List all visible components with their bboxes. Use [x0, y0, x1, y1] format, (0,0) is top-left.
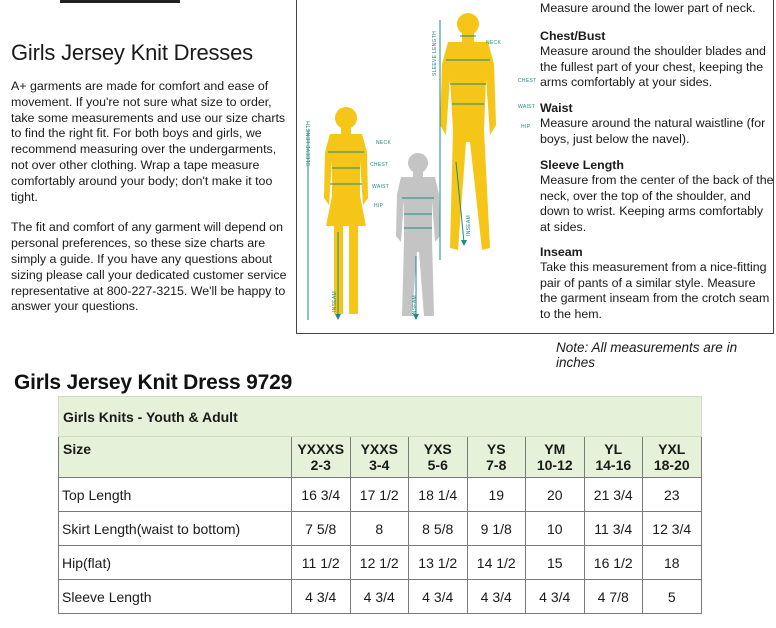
table-cell: 10 [526, 512, 585, 546]
chest-instruction [540, 29, 774, 91]
size-column-header: YXL 18-20 [643, 437, 702, 478]
table-cell: 13 1/2 [409, 546, 468, 580]
table-cell: 12 1/2 [350, 546, 409, 580]
table-cell: 4 3/4 [467, 580, 526, 614]
chest-title: Chest/Bust [540, 29, 606, 43]
table-cell: 23 [643, 478, 702, 512]
table-cell: 4 7/8 [584, 580, 643, 614]
table-title: Girls Jersey Knit Dress 9729 [14, 371, 293, 394]
neck-description: Measure around the lower part of neck. [540, 1, 756, 15]
row-label: Top Length [59, 478, 292, 512]
table-cell: 19 [467, 478, 526, 512]
table-banner-row [59, 397, 702, 437]
table-cell: 12 3/4 [643, 512, 702, 546]
hip-label-adult: HIP [521, 124, 531, 130]
inseam-instruction [540, 245, 774, 322]
table-cell: 4 3/4 [292, 580, 351, 614]
inseam-description: Take this measurement from a nice-fitting pair of pants of a similar style. Measure the garment inseam from the crotch seam to the hem. [540, 260, 770, 321]
table-cell: 11 1/2 [292, 546, 351, 580]
inseam-label-small-child: INSEAM [412, 295, 418, 316]
inseam-title: Inseam [540, 245, 583, 259]
size-column-header: YS 7-8 [467, 437, 526, 478]
child-figure [324, 107, 368, 314]
table-cell: 20 [526, 478, 585, 512]
top-decorative-bar [60, 0, 180, 3]
row-label: Sleeve Length [59, 580, 292, 614]
waist-description: Measure around the natural waistline (for boys, just below the navel). [540, 116, 766, 146]
table-cell: 7 5/8 [292, 512, 351, 546]
table-cell: 5 [643, 580, 702, 614]
size-column-header: YXXS 3-4 [350, 437, 409, 478]
chest-label-adult: CHEST [518, 78, 537, 84]
intro-paragraph-1: A+ garments are made for comfort and ease of movement. If you're not sure what size to order, take some measurements and use our size charts to find the right fit. For both boys and girls, we recommend measuring over the undergarments, not over other clothing. Wrap a tape measure comfortably around your body; don't make it too tight. [11, 79, 286, 204]
table-cell: 16 1/2 [584, 546, 643, 580]
size-column-header: YM 10-12 [526, 437, 585, 478]
size-column-header: YXS 5-6 [409, 437, 468, 478]
table-banner: Girls Knits - Youth & Adult [59, 397, 702, 437]
measurement-note: Note: All measurements are in inches [556, 340, 738, 370]
size-column-header: YXXXS 2-3 [292, 437, 351, 478]
waist-label-adult: WAIST [518, 104, 536, 110]
sleeve-title: Sleeve Length [540, 158, 625, 172]
neck-label-child: NECK [376, 140, 392, 146]
table-cell: 4 3/4 [409, 580, 468, 614]
inseam-label-adult: INSEAM [466, 215, 472, 236]
waist-label-child: WAIST [372, 184, 390, 190]
table-cell: 14 1/2 [467, 546, 526, 580]
neck-instruction [540, 1, 774, 16]
body-figures-illustration [300, 0, 540, 330]
waist-title: Waist [540, 101, 573, 115]
intro-paragraph-2: The fit and comfort of any garment will depend on personal preferences, so these size charts are simply a guide. If you have any questions about sizing please call your dedicated customer service representative at 800-227-3215. We'll be happy to answer your questions. [11, 220, 287, 314]
small-child-figure [396, 153, 440, 316]
table-cell: 11 3/4 [584, 512, 643, 546]
table-cell: 17 1/2 [350, 478, 409, 512]
sleeve-description: Measure from the center of the back of the neck, over the top of the shoulder, and down to wrist. Keeping arms comfortably at sides. [540, 173, 774, 234]
row-label: Skirt Length(waist to bottom) [59, 512, 292, 546]
row-label: Hip(flat) [59, 546, 292, 580]
neck-label-adult: NECK [486, 40, 502, 46]
size-column-header: YL 14-16 [584, 437, 643, 478]
table-cell: 18 1/4 [409, 478, 468, 512]
sleeve-length-label-adult: SLEEVE LENGTH [432, 30, 438, 76]
inseam-label-child: INSEAM [332, 291, 338, 312]
table-cell: 15 [526, 546, 585, 580]
sleeve-length-label-child: SLEEVE LENGTH [306, 120, 312, 166]
size-chart-table [58, 396, 702, 614]
size-header: Size [59, 437, 292, 478]
table-header-row [59, 437, 702, 478]
intro-text [11, 79, 296, 330]
table-cell: 16 3/4 [292, 478, 351, 512]
table-row [59, 478, 702, 512]
chest-description: Measure around the shoulder blades and the fullest part of your chest, keeping the arms comfortably at your sides. [540, 44, 766, 90]
table-row [59, 546, 702, 580]
table-cell: 8 [350, 512, 409, 546]
table-cell: 8 5/8 [409, 512, 468, 546]
table-cell: 9 1/8 [467, 512, 526, 546]
table-cell: 4 3/4 [526, 580, 585, 614]
table-cell: 4 3/4 [350, 580, 409, 614]
table-cell: 18 [643, 546, 702, 580]
chest-label-child: CHEST [370, 162, 389, 168]
table-row [59, 512, 702, 546]
table-cell: 21 3/4 [584, 478, 643, 512]
sleeve-instruction [540, 158, 774, 235]
table-row [59, 580, 702, 614]
figures-svg [300, 0, 540, 330]
page-title: Girls Jersey Knit Dresses [11, 40, 253, 65]
hip-label-child: HIP [374, 203, 384, 209]
waist-instruction [540, 101, 774, 147]
